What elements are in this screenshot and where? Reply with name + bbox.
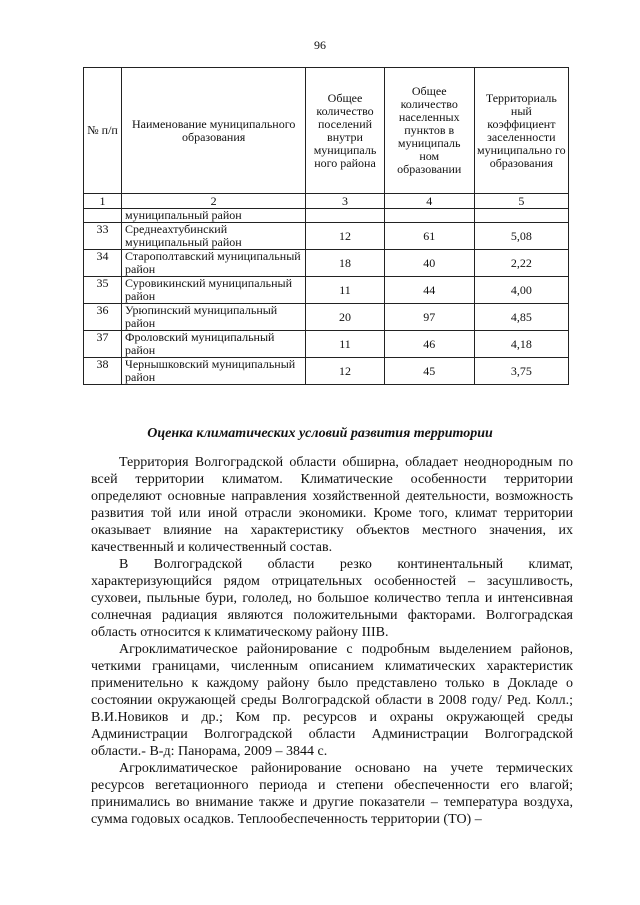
column-number: 1 [84, 194, 122, 209]
row-name: Фроловский муниципальный район [122, 331, 306, 358]
header-number: № п/п [84, 68, 122, 194]
column-number: 4 [384, 194, 474, 209]
column-number: 3 [306, 194, 384, 209]
row-coefficient: 3,75 [474, 358, 568, 385]
row-number: 35 [84, 277, 122, 304]
table-row [84, 358, 569, 385]
row-number: 34 [84, 250, 122, 277]
row-settlements: 20 [306, 304, 384, 331]
row-number: 38 [84, 358, 122, 385]
page-number: 96 [314, 38, 326, 52]
header-localities: Общее количество населенных пунктов в муниципаль ном образовании [384, 68, 474, 194]
row-settlements: 18 [306, 250, 384, 277]
row-localities: 46 [384, 331, 474, 358]
row-coefficient: 2,22 [474, 250, 568, 277]
paragraph: Агроклиматическое районирование основано на учете термических ресурсов вегетационного периода и степени обеспеченности его влагой; принимались во внимание также и другие показатели – температура воздуха, сумма годовых осадков. Теплообеспеченность территории (ТО) – [91, 761, 573, 827]
table-row [84, 223, 569, 250]
paragraph: Территория Волгоградской области обширна, обладает неоднородным по всей территории климатом. Климатические особенности территории определяют основные направления хозяйственной деятельности, возможность развития той или иной отрасли экономики. Кроме того, климат территории оказывает влияние на характеристику объектов местного значения, их качественный и количественный состав. [91, 455, 573, 555]
continued-name: муниципальный район [122, 209, 306, 223]
row-coefficient: 4,00 [474, 277, 568, 304]
row-number: 36 [84, 304, 122, 331]
column-number: 2 [122, 194, 306, 209]
column-number: 5 [474, 194, 568, 209]
continued-row [84, 209, 569, 223]
body-text [91, 454, 573, 828]
row-localities: 40 [384, 250, 474, 277]
table-row [84, 277, 569, 304]
row-coefficient: 4,18 [474, 331, 568, 358]
table-row [84, 331, 569, 358]
row-localities: 45 [384, 358, 474, 385]
column-number-row [84, 194, 569, 209]
paragraph: Агроклиматическое районирование с подробным выделением районов, четкими границами, численным описанием климатических характеристик применительно к каждому району было представлено только в Докладе о состоянии окружающей среды Волгоградской области в 2008 году/ Ред. Колл.; В.И.Новиков и др.; Ком пр. ресурсов и охраны окружающей среды Администрации Волгоградской области Администрации Волгоградской области.- В-д: Панорама, 2009 – 3844 с. [91, 642, 573, 759]
row-coefficient: 5,08 [474, 223, 568, 250]
header-coefficient: Территориаль ный коэффициент заселенности муниципально го образования [474, 68, 568, 194]
row-number: 33 [84, 223, 122, 250]
table-row [84, 250, 569, 277]
row-localities: 61 [384, 223, 474, 250]
row-number: 37 [84, 331, 122, 358]
row-coefficient: 4,85 [474, 304, 568, 331]
row-localities: 97 [384, 304, 474, 331]
row-name: Чернышковский муниципальный район [122, 358, 306, 385]
row-settlements: 11 [306, 331, 384, 358]
paragraph: В Волгоградской области резко континентальный климат, характеризующийся рядом отрицательных особенностей – засушливость, суховеи, пыльные бури, гололед, но большое количество тепла и интенсивная солнечная радиация являются положительными факторами. Волгоградская область относится к климатическому району IIIВ. [91, 557, 573, 640]
header-name: Наименование муниципального образования [122, 68, 306, 194]
section-title: Оценка климатических условий развития территории [147, 426, 493, 441]
row-name: Суровикинский муниципальный район [122, 277, 306, 304]
row-name: Старополтавский муниципальный район [122, 250, 306, 277]
row-name: Среднеахтубинский муниципальный район [122, 223, 306, 250]
header-settlements: Общее количество поселений внутри муниципаль ного района [306, 68, 384, 194]
row-settlements: 12 [306, 358, 384, 385]
municipal-table [83, 67, 569, 385]
row-settlements: 11 [306, 277, 384, 304]
row-localities: 44 [384, 277, 474, 304]
table-header-row [84, 68, 569, 194]
row-settlements: 12 [306, 223, 384, 250]
table-row [84, 304, 569, 331]
row-name: Урюпинский муниципальный район [122, 304, 306, 331]
